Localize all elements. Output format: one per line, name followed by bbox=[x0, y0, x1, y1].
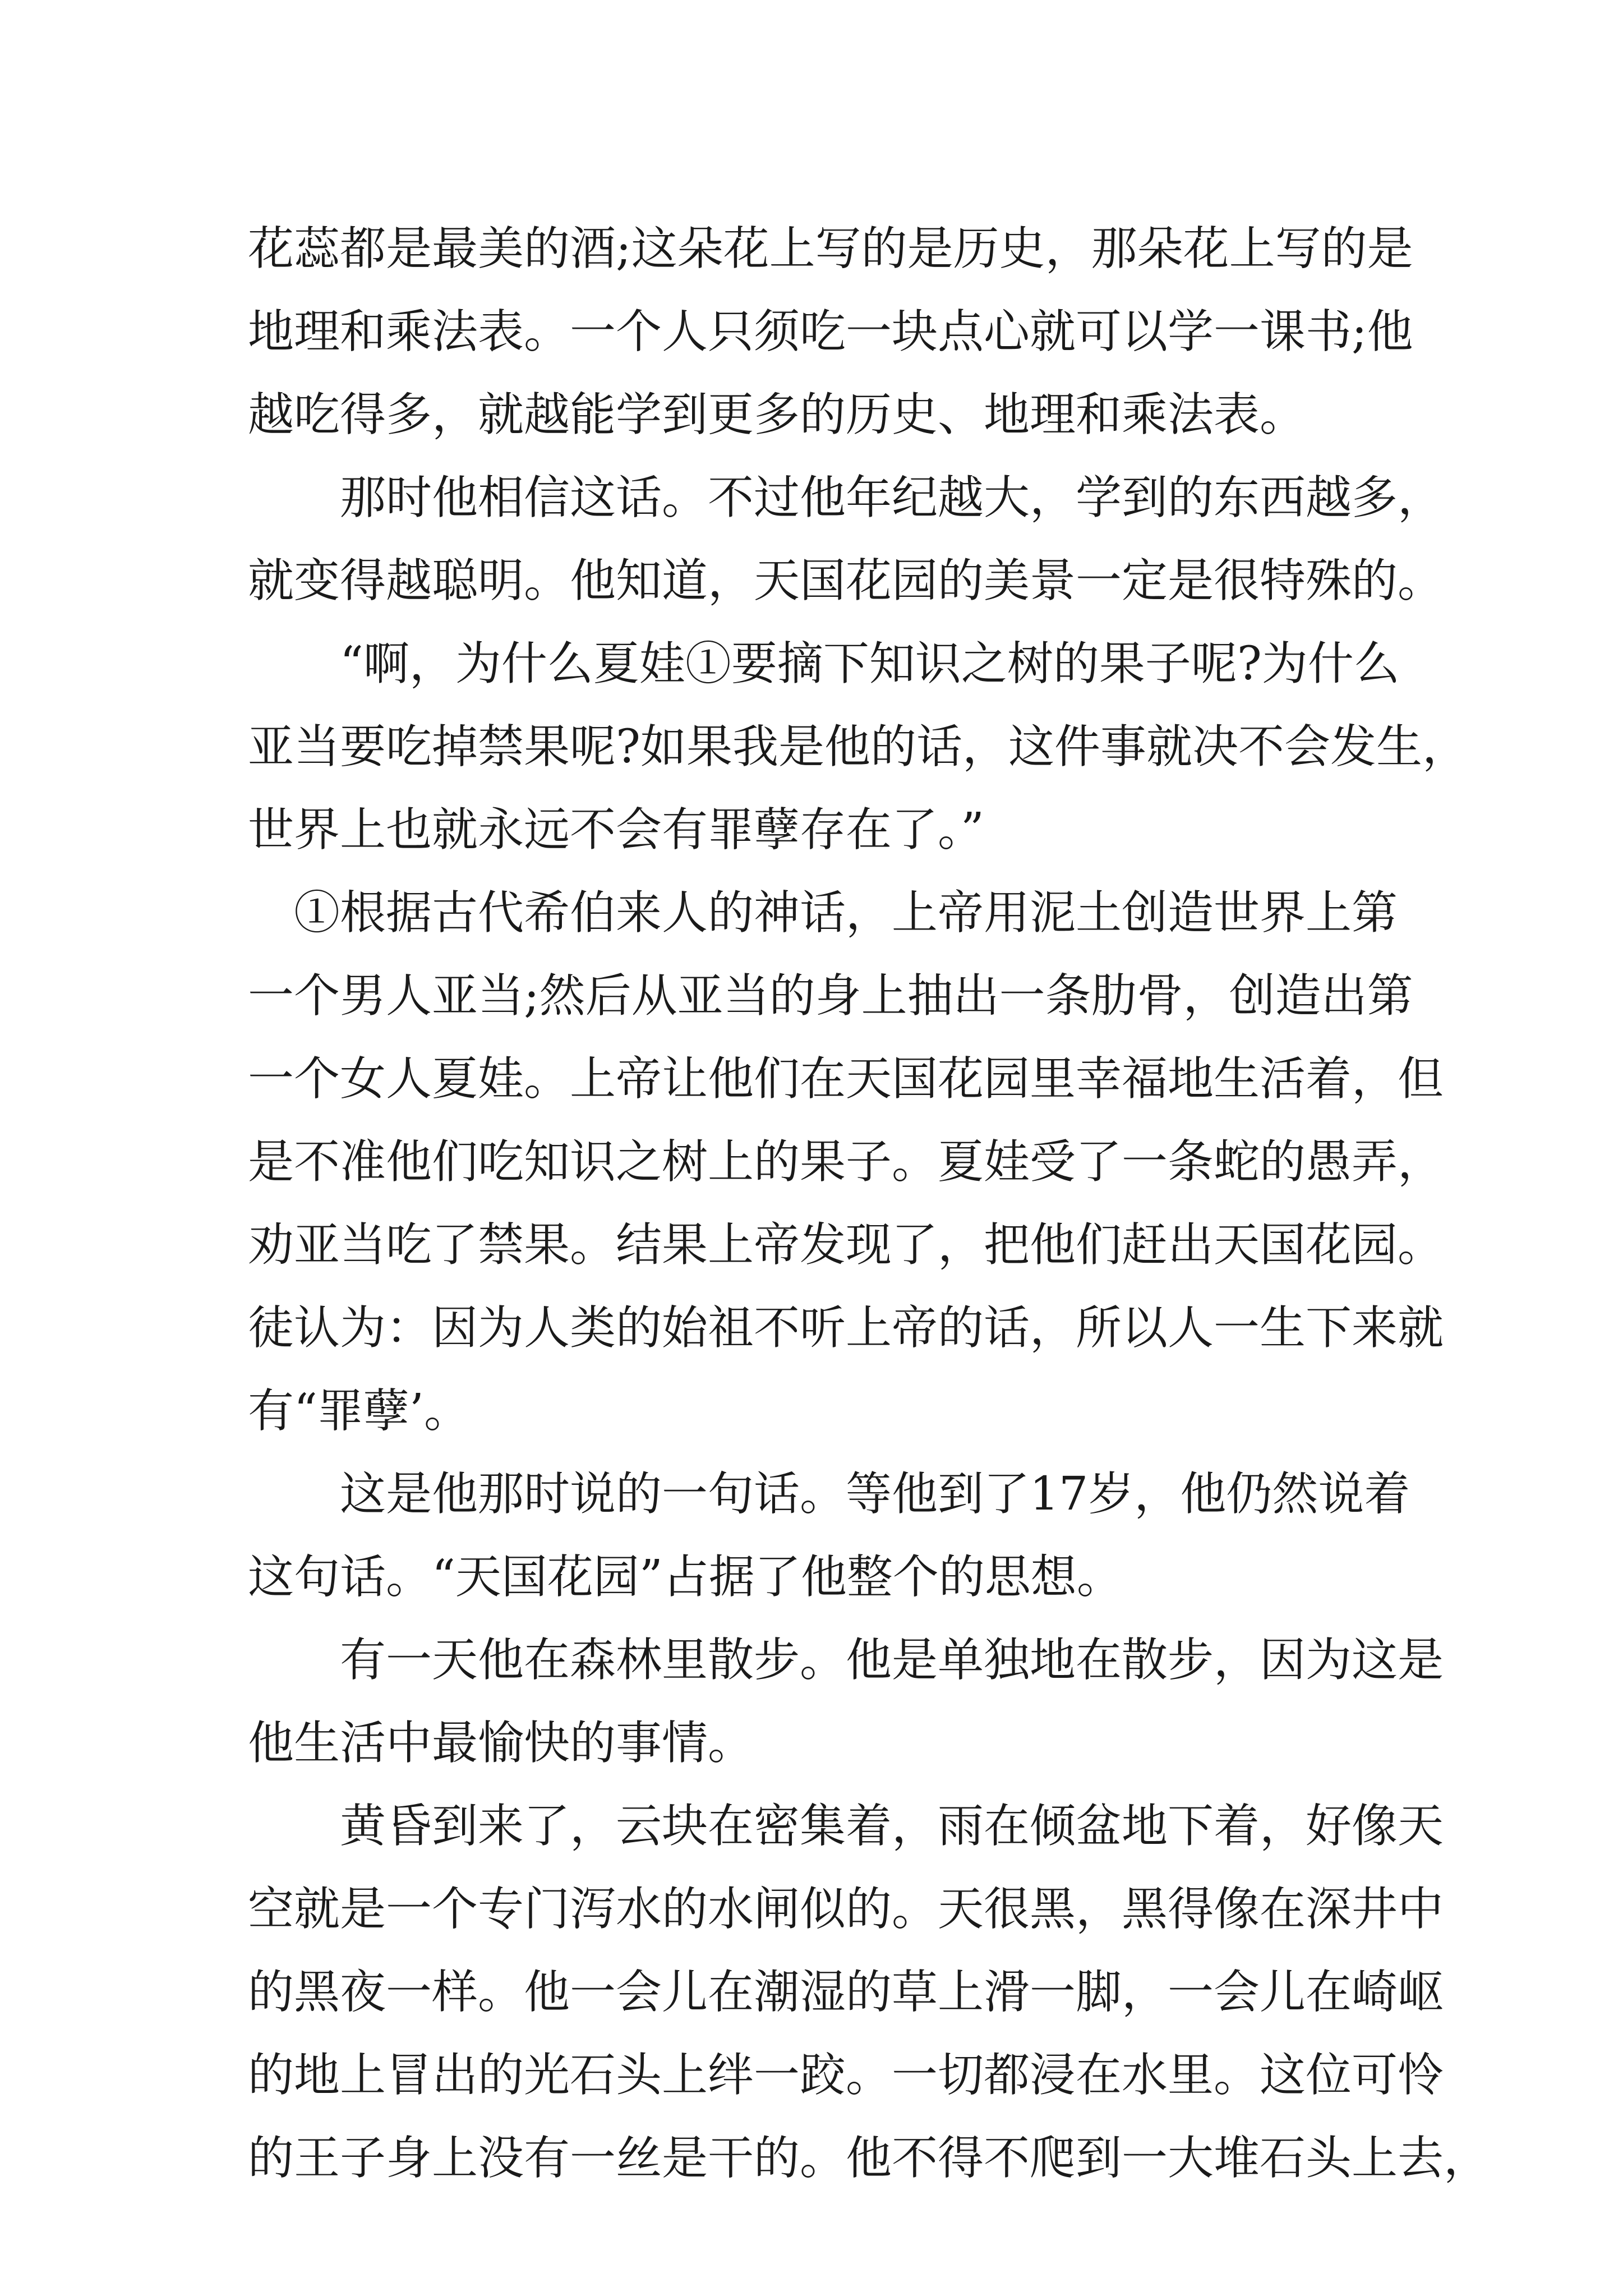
footnote-line: 徒认为：因为人类的始祖不听上帝的话，所以人一生下来就 bbox=[248, 1301, 1444, 1355]
text-line: 地理和乘法表。一个人只须吃一块点心就可以学一课书;他 bbox=[248, 305, 1413, 358]
text-line: 这是他那时说的一句话。等他到了17岁，他仍然说着 bbox=[248, 1467, 1410, 1521]
text-line: 的王子身上没有一丝是干的。他不得不爬到一大堆石头上去， bbox=[248, 2132, 1490, 2185]
footnote-line: 有“罪孽’。 bbox=[248, 1384, 470, 1438]
footnote-line: 一个男人亚当;然后从亚当的身上抽出一条肋骨，创造出第 bbox=[248, 969, 1413, 1023]
text-line: 黄昏到来了，云块在密集着，雨在倾盆地下着，好像天 bbox=[248, 1800, 1444, 1853]
text-line: 空就是一个专门泻水的水闸似的。天很黑，黑得像在深井中 bbox=[248, 1883, 1444, 1936]
text-line: 花蕊都是最美的酒;这朵花上写的是历史，那朵花上写的是 bbox=[248, 222, 1413, 275]
text-line: “啊，为什么夏娃①要摘下知识之树的果子呢?为什么 bbox=[248, 637, 1400, 691]
text-line: 世界上也就永远不会有罪孽存在了。” bbox=[248, 803, 984, 857]
footnote-line: 劝亚当吃了禁果。结果上帝发现了，把他们赶出天国花园。 bbox=[248, 1218, 1444, 1272]
text-line: 有一天他在森林里散步。他是单独地在散步，因为这是 bbox=[248, 1634, 1444, 1687]
footnote-line: 是不准他们吃知识之树上的果子。夏娃受了一条蛇的愚弄， bbox=[248, 1135, 1444, 1189]
text-line: 的地上冒出的光石头上绊一跤。一切都浸在水里。这位可怜 bbox=[248, 2049, 1444, 2102]
footnote-line: ①根据古代希伯来人的神话，上帝用泥土创造世界上第 bbox=[248, 886, 1398, 940]
text-line: 就变得越聪明。他知道，天国花园的美景一定是很特殊的。 bbox=[248, 554, 1444, 608]
story-text bbox=[248, 208, 1490, 2200]
text-line: 亚当要吃掉禁果呢?如果我是他的话，这件事就决不会发生， bbox=[248, 720, 1468, 774]
footnote-line: 一个女人夏娃。上帝让他们在天国花园里幸福地生活着，但 bbox=[248, 1052, 1444, 1106]
text-line: 的黑夜一样。他一会儿在潮湿的草上滑一脚，一会儿在崎岖 bbox=[248, 1966, 1444, 2019]
text-line: 这句话。“天国花园”占据了他整个的思想。 bbox=[248, 1550, 1123, 1604]
text-line: 越吃得多，就越能学到更多的历史、地理和乘法表。 bbox=[248, 388, 1306, 441]
text-line: 他生活中最愉快的事情。 bbox=[248, 1717, 754, 1770]
text-line: 那时他相信这话。不过他年纪越大，学到的东西越多， bbox=[248, 471, 1444, 524]
